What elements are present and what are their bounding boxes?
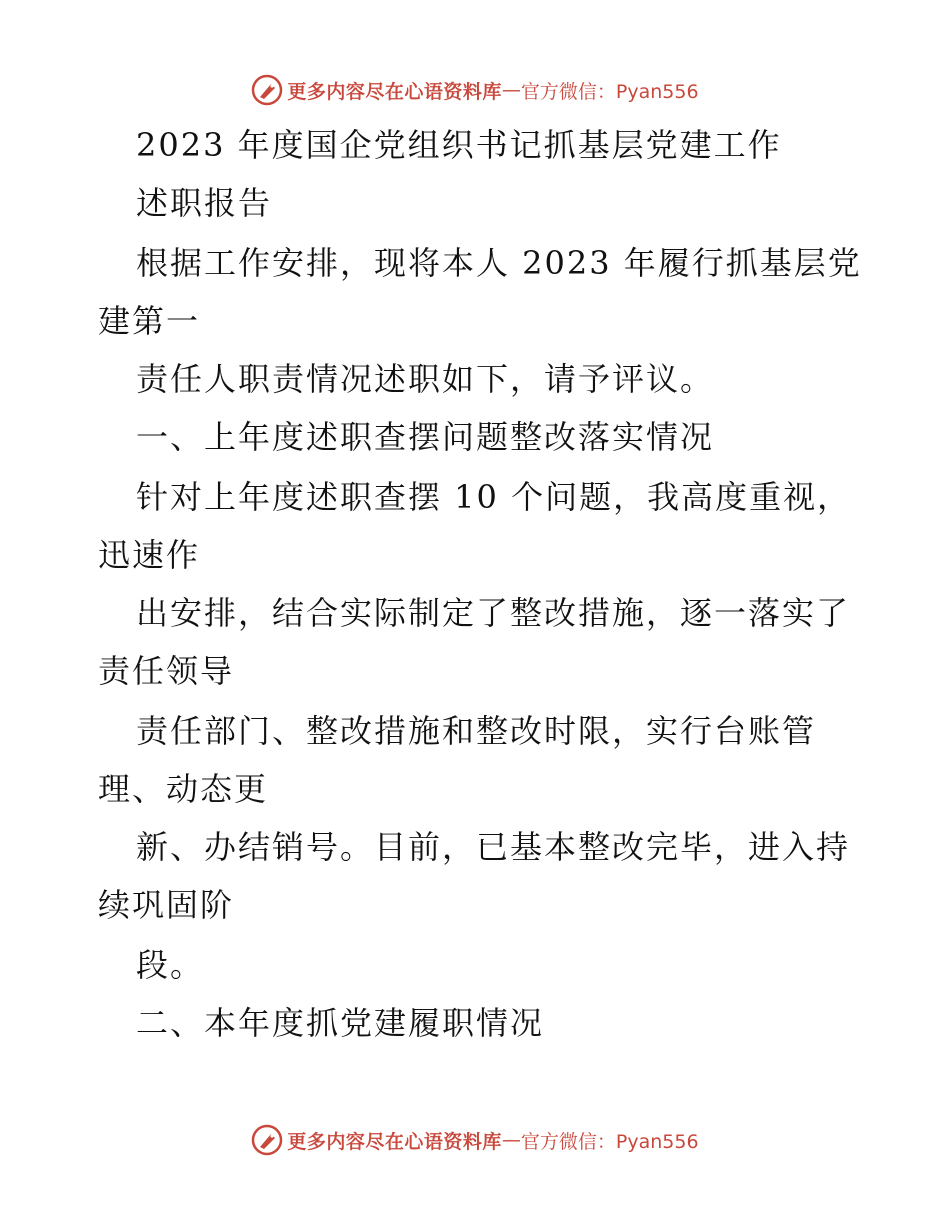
- paragraph-line: 根据工作安排，现将本人 2023 年履行抓基层党: [136, 244, 862, 282]
- paragraph-line: 理、动态更: [98, 770, 269, 808]
- document-subtitle: 述职报告: [136, 184, 273, 222]
- pen-nib-icon: [251, 74, 283, 106]
- paragraph-line: 责任部门、整改措施和整改时限，实行台账管: [136, 712, 817, 750]
- paragraph-line: 责任人职责情况述职如下，请予评议。: [136, 360, 715, 398]
- paragraph-line: 迅速作: [98, 536, 201, 574]
- header-watermark: [0, 70, 950, 110]
- paragraph-line: 新、办结销号。目前，已基本整改完毕，进入持: [136, 828, 851, 866]
- section-heading: 一、上年度述职查摆问题整改落实情况: [136, 418, 715, 456]
- paragraph-line: 段。: [136, 946, 205, 984]
- watermark-contact: 官方微信：Pyan556: [520, 1130, 699, 1153]
- paragraph-line: 建第一: [98, 302, 201, 340]
- paragraph-line: 出安排，结合实际制定了整改措施，逐一落实了: [136, 594, 851, 632]
- document-title: 2023 年度国企党组织书记抓基层党建工作: [136, 126, 782, 164]
- pen-nib-icon: [251, 1124, 283, 1156]
- watermark-main-text: 更多内容尽在心语资料库: [287, 80, 502, 103]
- paragraph-line: 续巩固阶: [98, 886, 235, 924]
- paragraph-line: 针对上年度述职查摆 10 个问题，我高度重视，: [136, 478, 852, 516]
- watermark-separator: —: [501, 1129, 521, 1151]
- watermark-separator: —: [501, 79, 521, 101]
- section-heading: 二、本年度抓党建履职情况: [136, 1004, 545, 1042]
- watermark-contact: 官方微信：Pyan556: [520, 80, 699, 103]
- watermark-main-text: 更多内容尽在心语资料库: [287, 1130, 502, 1153]
- footer-watermark: [0, 1120, 950, 1160]
- paragraph-line: 责任领导: [98, 652, 235, 690]
